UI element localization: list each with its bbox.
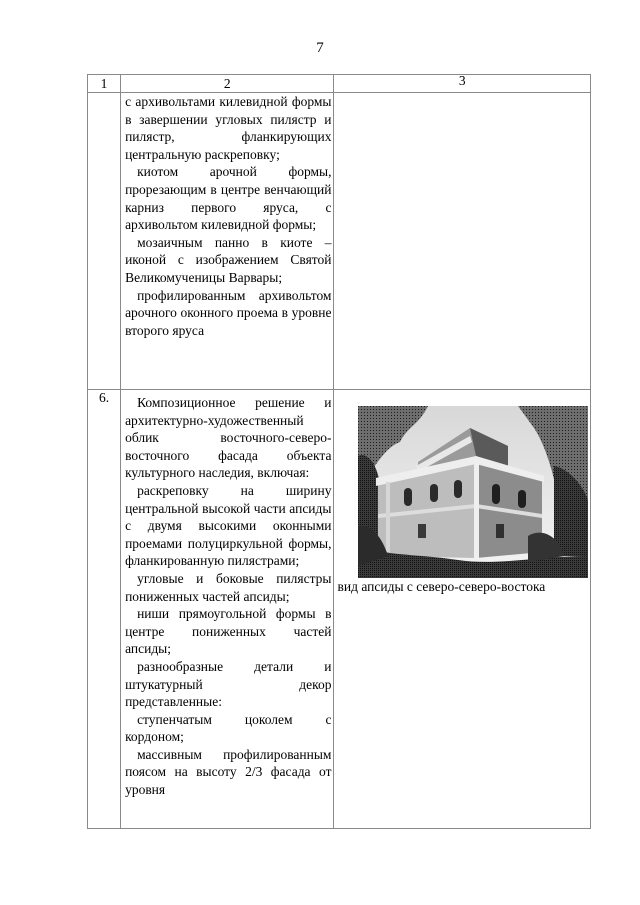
paragraph: раскреповку на ширину центральной высокой части апсиды с двумя высокими оконными проемами полуциркульной формы, фланкированную пилястрами;	[125, 482, 332, 569]
description-cell	[121, 93, 334, 390]
table-header-row	[88, 75, 591, 93]
paragraph: ступенчатым цоколем с кордоном;	[125, 711, 332, 745]
paragraph: с архивольтами килевидной формы в завершении угловых пилястр и пилястр, фланкирующих центральную раскреповку;	[125, 94, 332, 162]
page-number: 7	[316, 40, 324, 56]
paragraph: Композиционное решение и архитектурно-художественный облик восточного-северо-восточного фасада объекта культурного наследия, включая:	[125, 395, 332, 481]
table-row	[88, 390, 591, 829]
paragraph: ниши прямоугольной формы в центре пониженных частей апсиды;	[125, 606, 332, 657]
header-cell-3: 3	[334, 75, 591, 93]
paragraph: разнообразные детали и штукатурный декор представленные:	[125, 658, 332, 710]
paragraph: угловые и боковые пилястры пониженных частей апсиды;	[125, 570, 332, 604]
image-cell	[334, 390, 591, 829]
paragraph: массивным профилированным поясом на высоту 2/3 фасада от уровня	[125, 746, 332, 798]
document-table	[87, 74, 591, 829]
paragraph: мозаичным панно в киоте – иконой с изображением Святой Великомученицы Варвары;	[125, 234, 332, 285]
header-cell-1: 1	[88, 75, 121, 93]
description-cell	[121, 390, 334, 829]
apse-photo	[358, 406, 588, 578]
image-cell	[334, 93, 591, 390]
photo-caption: вид апсиды с северо-северо-востока	[337, 579, 546, 594]
paragraph: профилированным архивольтом арочного оконного проема в уровне второго яруса	[125, 287, 332, 338]
row-number-cell: 6.	[88, 390, 121, 829]
paragraph: киотом арочной формы, прорезающим в центре венчающий карниз первого яруса, с архивольтом килевидной формы;	[125, 164, 332, 233]
header-cell-2: 2	[121, 75, 334, 93]
table-row	[88, 93, 591, 390]
row-number-cell	[88, 93, 121, 390]
